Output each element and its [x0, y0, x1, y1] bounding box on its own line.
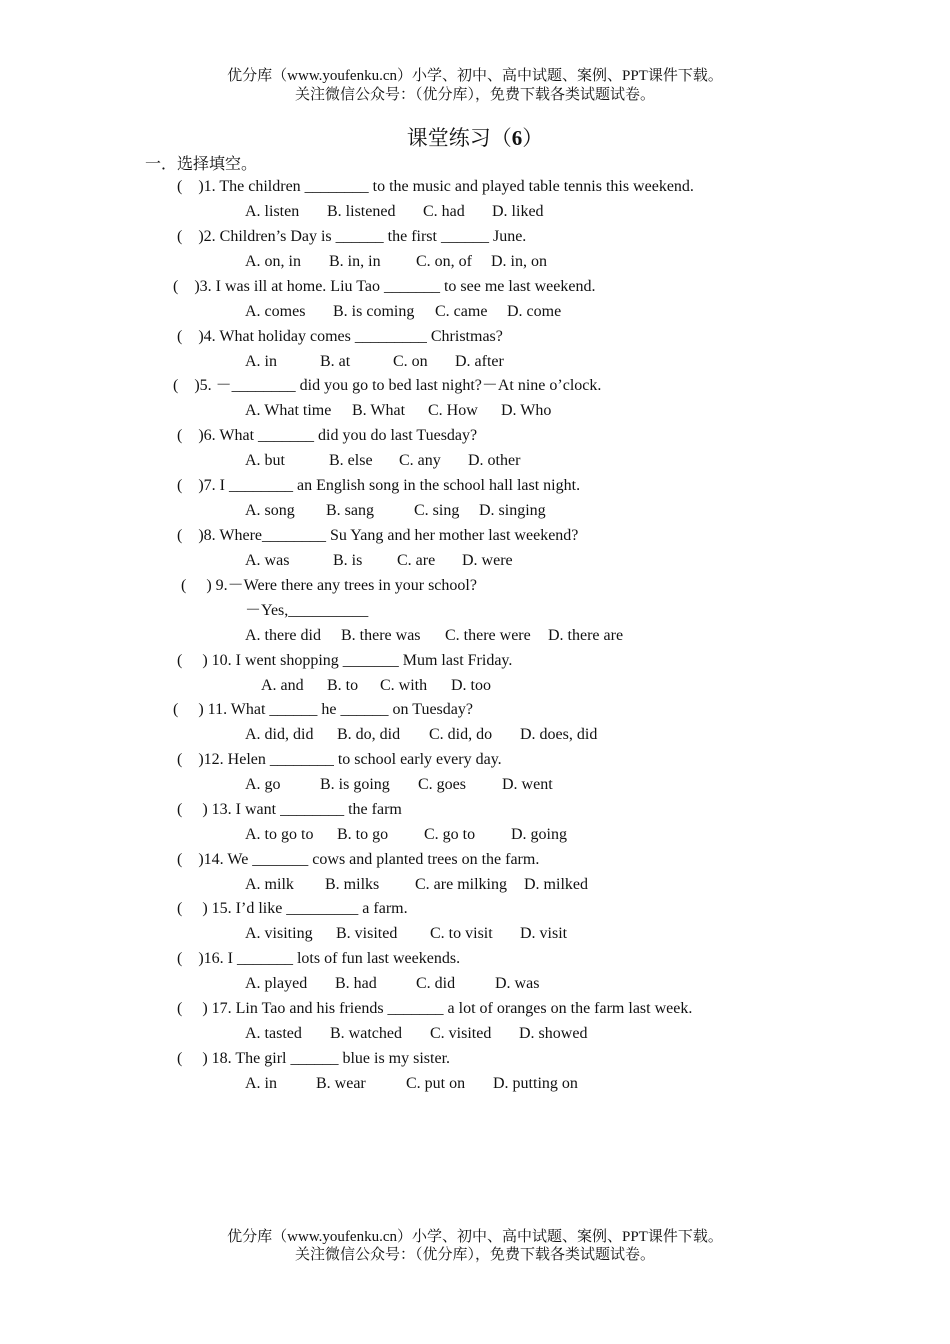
question-12-option-b: B. is going — [320, 776, 390, 793]
question-6-option-d: D. other — [468, 452, 521, 469]
question-18: ( ) 18. The girl ______ blue is my sister. — [177, 1050, 451, 1067]
question-7: ( )7. I ________ an English song in the school hall last night. — [177, 477, 581, 494]
question-4-option-b: B. at — [320, 353, 351, 370]
question-13-option-c: C. go to — [424, 826, 476, 843]
section-heading: 一．选择填空。 — [145, 156, 258, 173]
header-line-2: 关注微信公众号：（优分库），免费下载各类试题试卷。 — [294, 87, 655, 103]
question-14-option-c: C. are milking — [415, 876, 507, 893]
question-10-option-c: C. with — [380, 677, 428, 694]
question-14-option-b: B. milks — [325, 876, 380, 893]
question-5-option-d: D. Who — [501, 402, 552, 419]
question-16-option-b: B. had — [335, 975, 377, 992]
question-9-option-d: D. there are — [548, 627, 624, 644]
question-12: ( )12. Helen ________ to school early every day. — [177, 751, 502, 768]
question-17-option-b: B. watched — [330, 1025, 402, 1042]
question-8: ( )8. Where________ Su Yang and her mother last weekend? — [177, 527, 579, 544]
footer-line-1: 优分库（www.youfenku.cn）小学、初中、高中试题、案例、PPT课件下载。 — [227, 1229, 723, 1245]
question-9: ( ) 9.－Were there any trees in your school? — [181, 577, 477, 594]
question-10-option-d: D. too — [451, 677, 491, 694]
question-10: ( ) 10. I went shopping _______ Mum last Friday. — [177, 652, 513, 669]
question-4-option-a: A. in — [245, 353, 277, 370]
question-16: ( )16. I _______ lots of fun last weekends. — [177, 950, 461, 967]
question-9-sub: －Yes,__________ — [245, 602, 369, 619]
question-15-option-b: B. visited — [336, 925, 398, 942]
question-14: ( )14. We _______ cows and planted trees on the farm. — [177, 851, 540, 868]
question-14-option-d: D. milked — [524, 876, 588, 893]
question-7-option-d: D. singing — [479, 502, 546, 519]
question-10-option-a: A. and — [261, 677, 304, 694]
question-8-option-c: C. are — [397, 552, 436, 569]
question-15-option-d: D. visit — [520, 925, 568, 942]
question-17-option-a: A. tasted — [245, 1025, 302, 1042]
question-9-option-c: C. there were — [445, 627, 531, 644]
question-7-option-a: A. song — [245, 502, 295, 519]
question-16-option-a: A. played — [245, 975, 308, 992]
question-11-option-c: C. did, do — [429, 726, 493, 743]
question-11-option-b: B. do, did — [337, 726, 401, 743]
header-line-1: 优分库（www.youfenku.cn）小学、初中、高中试题、案例、PPT课件下载。 — [227, 68, 723, 84]
question-11: ( ) 11. What ______ he ______ on Tuesday? — [173, 701, 473, 718]
question-1: ( )1. The children ________ to the music and played table tennis this weekend. — [177, 178, 694, 195]
question-13-option-a: A. to go to — [245, 826, 314, 843]
question-14-option-a: A. milk — [245, 876, 294, 893]
question-12-option-c: C. goes — [418, 776, 466, 793]
question-12-option-a: A. go — [245, 776, 281, 793]
question-7-option-b: B. sang — [326, 502, 374, 519]
question-18-option-b: B. wear — [316, 1075, 366, 1092]
question-6-option-a: A. but — [245, 452, 285, 469]
question-13: ( ) 13. I want ________ the farm — [177, 801, 402, 818]
question-13-option-b: B. to go — [337, 826, 389, 843]
question-1-option-b: B. listened — [327, 203, 396, 220]
question-4: ( )4. What holiday comes _________ Christmas? — [177, 328, 503, 345]
question-5-option-c: C. How — [428, 402, 478, 419]
question-18-option-d: D. putting on — [493, 1075, 578, 1092]
question-5: ( )5. －________ did you go to bed last night?－At nine o’clock. — [173, 377, 602, 394]
question-4-option-d: D. after — [455, 353, 504, 370]
question-5-option-a: A. What time — [245, 402, 332, 419]
question-6: ( )6. What _______ did you do last Tuesday? — [177, 427, 478, 444]
question-16-option-c: C. did — [416, 975, 456, 992]
question-2: ( )2. Children’s Day is ______ the first ______ June. — [177, 228, 527, 245]
question-1-option-c: C. had — [423, 203, 465, 220]
question-17: ( ) 17. Lin Tao and his friends _______ a lot of oranges on the farm last week. — [177, 1000, 693, 1017]
question-17-option-d: D. showed — [519, 1025, 588, 1042]
question-6-option-b: B. else — [329, 452, 373, 469]
question-9-option-a: A. there did — [245, 627, 321, 644]
question-3-option-b: B. is coming — [333, 303, 415, 320]
question-18-option-a: A. in — [245, 1075, 277, 1092]
footer-line-2: 关注微信公众号：（优分库），免费下载各类试题试卷。 — [294, 1247, 655, 1263]
question-5-option-b: B. What — [352, 402, 406, 419]
question-3: ( )3. I was ill at home. Liu Tao _______ to see me last weekend. — [173, 278, 596, 295]
question-16-option-d: D. was — [495, 975, 540, 992]
question-2-option-d: D. in, on — [491, 253, 547, 270]
question-4-option-c: C. on — [393, 353, 428, 370]
question-2-option-b: B. in, in — [329, 253, 381, 270]
question-1-option-a: A. listen — [245, 203, 300, 220]
question-3-option-d: D. come — [507, 303, 562, 320]
question-11-option-d: D. does, did — [520, 726, 598, 743]
question-12-option-d: D. went — [502, 776, 553, 793]
question-7-option-c: C. sing — [414, 502, 460, 519]
question-15-option-a: A. visiting — [245, 925, 313, 942]
question-3-option-a: A. comes — [245, 303, 306, 320]
question-10-option-b: B. to — [327, 677, 359, 694]
question-8-option-b: B. is — [333, 552, 363, 569]
question-2-option-c: C. on, of — [416, 253, 472, 270]
question-18-option-c: C. put on — [406, 1075, 466, 1092]
page-title: 课堂练习（6） — [406, 126, 544, 150]
question-2-option-a: A. on, in — [245, 253, 301, 270]
question-1-option-d: D. liked — [492, 203, 544, 220]
question-13-option-d: D. going — [511, 826, 567, 843]
question-15: ( ) 15. I’d like _________ a farm. — [177, 900, 408, 917]
question-9-option-b: B. there was — [341, 627, 421, 644]
question-6-option-c: C. any — [399, 452, 441, 469]
question-15-option-c: C. to visit — [430, 925, 493, 942]
question-8-option-d: D. were — [462, 552, 513, 569]
question-8-option-a: A. was — [245, 552, 290, 569]
question-11-option-a: A. did, did — [245, 726, 314, 743]
question-3-option-c: C. came — [435, 303, 488, 320]
question-17-option-c: C. visited — [430, 1025, 492, 1042]
